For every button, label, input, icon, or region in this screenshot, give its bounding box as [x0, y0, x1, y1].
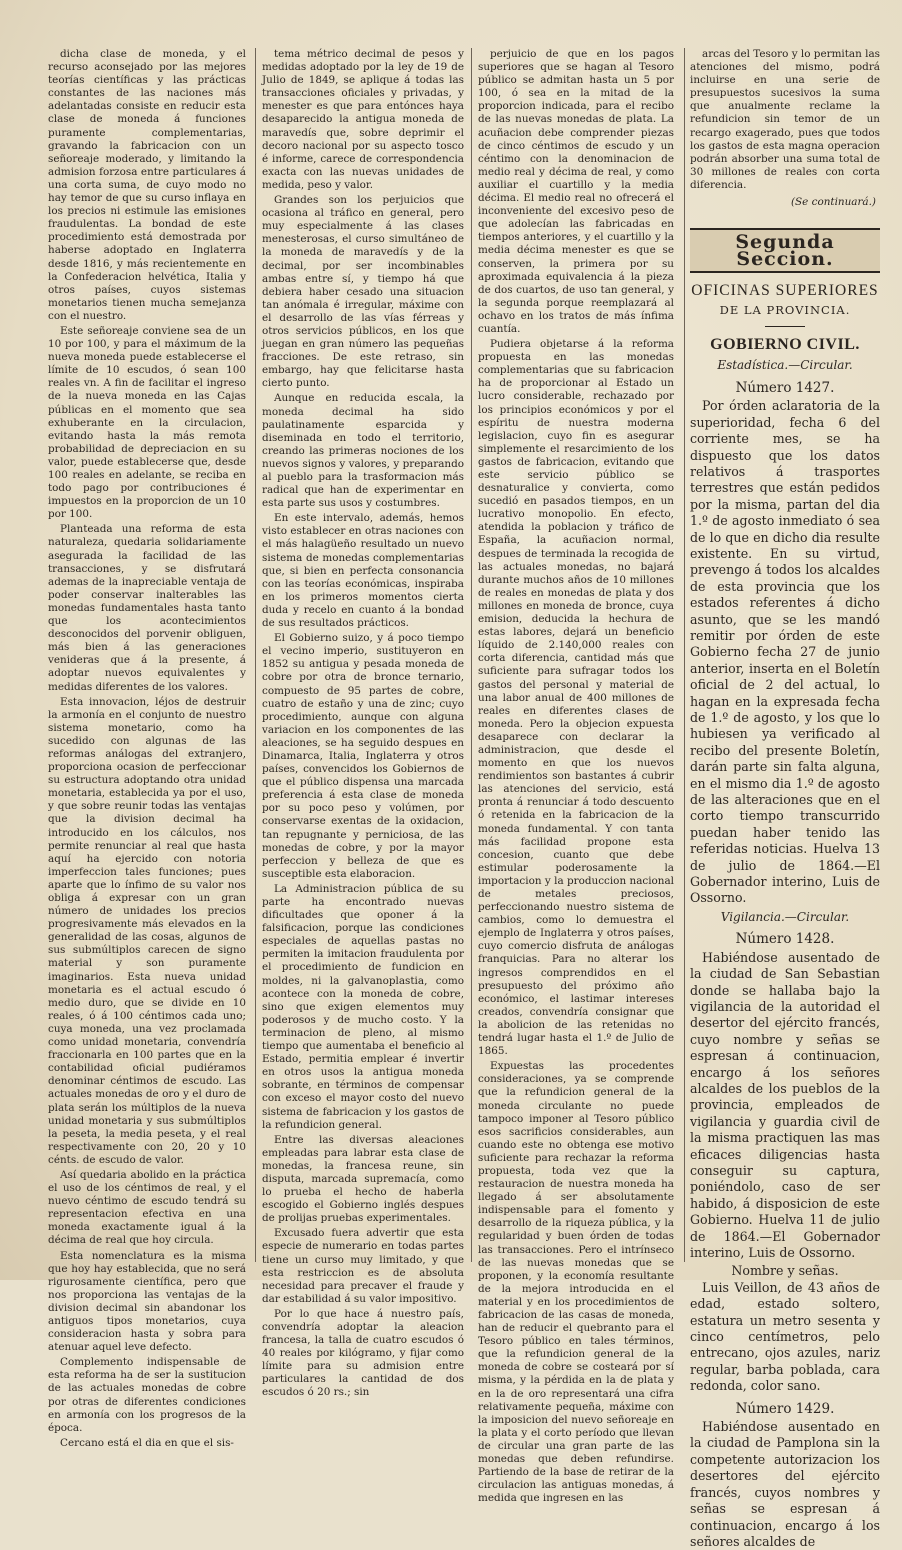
column-3: [478, 48, 674, 1505]
paragraph: arcas del Tesoro y lo permitan las atenciones del mismo, podrá incluirse en una serie de presupuestos sucesivos la suma que anualmente reclame la refundicion sin temor de un recargo exagerado, pues que todos los gastos de esta magna operacion podrán absorber una suma total de 30 millones de reales con corta diferencia.: [690, 48, 880, 191]
paragraph: Por lo que hace á nuestro país, convendría adoptar la aleacion francesa, la talla de cuatro escudos ó 40 reales por kilógramo, y fijar como límite para su admision entre particulares la cantidad de dos escudos ó 20 rs.; sin: [262, 1307, 464, 1399]
paragraph: Cercano está el dia en que el sis-: [60, 1436, 234, 1449]
column-4: [690, 48, 880, 1549]
notice-text: Por órden aclaratoria de la superioridad, fecha 6 del corriente mes, se ha dispuesto que los datos relativos á trasportes terrestres que están pedidos por la misma, partan del dia 1.º de agosto inmediato ó sea de lo que en dicho dia resulte existente. En su virtud, prevengo á todos los alcaldes de esta provincia que los estados referentes á dicho asunto, que se les mandó remitir por órden de este Gobierno fecha 27 de junio anterior, inserta en el Boletín oficial de 2 del actual, lo hagan en la expresada fecha de 1.º de agosto, y los que lo hubiesen ya verificado al recibo del presente Boletín, darán parte sin falta alguna, en el mismo dia 1.º de agosto de las alteraciones que en el corto tiempo transcurrido puedan haber tenido las referidas noticias. Huelva 13 de julio de 1864.—El Gobernador interino, Luis de Ossorno.: [690, 398, 880, 906]
paragraph: Expuestas las procedentes consideraciones, ya se comprende que la refundicion general de la moneda circulante no puede tampoco imponer al Tesoro público esos sacrificios considerables, aun cuando este no obtenga ese motivo suficiente para rechazar la reforma propuesta, toda vez que la restauracion de nuestra moneda ha llegado á ser absolutamente indispensable para el fomento y desarrollo de la riqueza pública, y la regularidad y buen órden de todas las transacciones. Pero el intrínseco de las nuevas monedas que se proponen, y la economía resultante de la mejora introducida en el material y en los procedimientos de fabricacion de las casas de moneda, han de reducir el quebranto para el Tesoro público en tales términos, que la refundicion general de la moneda de cobre se costeará por sí misma, y la pérdida en la de plata y en la de oro representará una cifra relativamente pequeña, máxime con la imposicion del nuevo señoreaje en la plata y el corto período que llevan de circular una gran parte de las monedas que deben refundirse. Partiendo de la base de retirar de la circulacion las antiguas monedas, á medida que ingresen en las: [478, 1060, 674, 1505]
paragraph: Esta nomenclatura es la misma que hoy hay establecida, que no será rigurosamente científica, pero que nos proporciona las ventajas de la division decimal sin abandonar los antiguos tipos monetarios, cuya consideracion hasta y sobra para atenuar aquel leve defecto.: [48, 1249, 246, 1354]
office-subheading: DE LA PROVINCIA.: [719, 302, 851, 317]
paragraph: Pudiera objetarse á la reforma propuesta en las monedas complementarias que su fabricacion ha de proporcionar al Estado un lucro considerable, rechazado por los principios económicos y por el espíritu de nuestra moderna legislacion, cuyo fin es asegurar simplemente el resarcimiento de los gastos de fabricacion, evitando que este servicio público se desnaturalice y convierta, como sucedió en pasados tiempos, en un lucrativo monopolio. En efecto, atendida la poblacion y tráfico de España, la acuñacion normal, despues de terminada la recogida de las actuales monedas, no bajará durante muchos años de 10 millones de reales en monedas de plata y dos millones en moneda de bronce, cuya emision, deducida la hechura de estas labores, dejará un beneficio líquido de 2.140,000 reales con corta diferencia, cantidad más que suficiente para sufragar todos los gastos del personal y material de una labor anual de 400 millones de reales en diferentes clases de moneda. Pero la objecion expuesta desaparece con declarar la administracion, que desde el momento en que los nuevos rendimientos son bastantes á cubrir las atenciones del servicio, está pronta á renunciar á todo descuento ó retenida en la fabricacion de la moneda fundamental. Y con tanta más facilidad propone esta concesion, cuanto que debe estimular poderosamente la importacion y la produccion nacional de metales preciosos, perfeccionando nuestro sistema de cambios, como lo demuestra el ejemplo de Inglaterra y otros países, cuyo comercio disfruta de análogas franquicias. Para no alterar los ingresos comprendidos en el presupuesto del próximo año económico, el lastimar intereses creados, convendría consignar que la abolicion de las retenidas no tendrá lugar hasta el 1.º de Julio de 1865.: [478, 338, 674, 1058]
paragraph: Grandes son los perjuicios que ocasiona al tráfico en general, pero muy especialmente á las clases menesterosas, el curso simultáneo de la moneda de maravedís y de la decimal, por ser incombinables ambas entre sí, y tiempo há que debiera haber cesado una situacion tan anómala é irregular, máxime con el desarrollo de las vías férreas y otros servicios públicos, en los que juegan en gran número las pequeñas fracciones. De este retraso, sin embargo, hay que felicitarse hasta cierto punto.: [262, 194, 464, 390]
paragraph: tema métrico decimal de pesos y medidas adoptado por la ley de 19 de Julio de 1849, se aplique á todas las transacciones oficiales y privadas, y menester es que para entónces haya desaparecido la antigua moneda de maravedís que, sobre deprimir el decoro nacional por su aspecto tosco é informe, carece de correspondencia exacta con las nuevas unidades de medida, peso y valor.: [262, 48, 464, 191]
section-banner: Segunda Seccion.: [690, 228, 880, 273]
government-heading: GOBIERNO CIVIL.: [710, 336, 860, 354]
column-2: [262, 48, 464, 1399]
subsection-title: Estadística.—Circular.: [717, 358, 853, 373]
notice-text: Luis Veillon, de 43 años de edad, estado soltero, estatura un metro sesenta y cinco centímetros, pelo entrecano, ojos azules, nariz regular, barba poblada, cara redonda, color sano.: [690, 1279, 880, 1394]
paragraph: Planteada una reforma de esta naturaleza, quedaria solidariamente asegurada la facilidad de las transacciones, y se disfrutará ademas de la inapreciable ventaja de poder conservar inalterables las monedas fundamentales hasta tanto que los acontecimientos desconocidos del porvenir obliguen, más bien á las generaciones venideras que á la presente, á adoptar nuevos equivalentes y medidas diferentes de los valores.: [48, 523, 246, 693]
paragraph: Este señoreaje conviene sea de un 10 por 100, y para el máximum de la nueva moneda puede establecerse el límite de 10 escudos, ó sean 100 reales vn. A fin de facilitar el ingreso de la nueva moneda en las Cajas públicas en el momento que sea exhuberante en la circulacion, evitando hasta la más remota probabilidad de depreciacion en su valor, puede establecerse que, desde 100 reales en adelante, se reciba en todo pago por contribuciones é impuestos en la proporcion de un 10 por 100.: [48, 324, 246, 521]
paragraph: dicha clase de moneda, y el recurso aconsejado por las mejores teorías científicas y las prácticas constantes de las naciones más adelantadas consiste en reducir esta clase de moneda á funciones puramente complementarias, gravando la fabricacion con un señoreaje moderado, y limitando la admision forzosa entre particulares á una corta suma, de cuyo modo no hay temor de que su curso inflaya en los precios ni estimule las emisiones fraudulentas. La bondad de este procedimiento está demostrada por haberse adoptado en Inglaterra desde 1816, y más recientemente en la Confederacion helvética, Italia y otros países, cuyos sistemas monetarios tienen mucha semejanza con el nuestro.: [48, 48, 246, 322]
paragraph: Aunque en reducida escala, la moneda decimal ha sido paulatinamente esparcida y diseminada en todo el territorio, creando las primeras nociones de los nuevos signos y valores, y preparando al pueblo para la trasformacion más radical que han de experimentar en esta parte sus usos y costumbres.: [262, 392, 464, 510]
office-heading: OFICINAS SUPERIORES: [691, 282, 879, 300]
paragraph: perjuicio de que en los pagos superiores que se hagan al Tesoro público se admitan hasta un 5 por 100, ó sea en la mitad de la proporcion indicada, para el recibo de las nuevas monedas de plata. La acuñacion debe comprender piezas de cinco céntimos de escudo y un céntimo con la denominacion de medio real y décima de real, y como auxiliar el cuartillo y la media décima. El medio real no ofrecerá el inconveniente del excesivo peso de que adolecían las fabricadas en tiempos anteriores, y el cuartillo y la media décima menester es que se conserven, la primera por su aproximada equivalencia á la pieza de dos cuartos, de uso tan general, y la segunda porque reemplazará al ochavo en los tratos de más ínfima cuantía.: [478, 48, 674, 335]
column-rule: [684, 48, 685, 1262]
column-rule: [471, 48, 472, 1262]
paragraph: El Gobierno suizo, y á poco tiempo el vecino imperio, sustituyeron en 1852 su antigua y pesada moneda de cobre por otra de bronce ternario, compuesto de 95 partes de cobre, cuatro de estaño y una de zinc; cuyo procedimiento, aunque con alguna variacion en los componentes de las aleaciones, se ha seguido despues en Dinamarca, Italia, Inglaterra y otros países, convencidos los Gobiernos de que el público dispensa una marcada preferencia á esta clase de moneda por su poco peso y volúmen, por conservarse exentas de la oxidacion, tan repugnante y perniciosa, de las monedas de cobre, y por la mayor perfeccion y belleza de que es susceptible esta elaboracion.: [262, 632, 464, 880]
paragraph: Entre las diversas aleaciones empleadas para labrar esta clase de monedas, la francesa reune, sin disputa, marcada supremacía, como lo prueba el hecho de haberla escogido el Gobierno inglés despues de prolijas pruebas experimentales.: [262, 1133, 464, 1225]
subsection-title: Vigilancia.—Circular.: [720, 909, 850, 924]
notice-text: Habiéndose ausentado en la ciudad de Pamplona sin la competente autorizacion los desertores del ejército francés, cuyos nombres y señas se espresan á continuacion, encargo á los señores alcaldes de: [690, 1419, 880, 1549]
continuation-note: (Se continuará.): [791, 196, 876, 209]
column-1: [48, 48, 246, 1449]
notice-number: Número 1429.: [735, 1400, 835, 1417]
paragraph: Complemento indispensable de esta reforma ha de ser la sustitucion de las actuales monedas de cobre por otras de diferentes condiciones en armonía con los progresos de la época.: [48, 1356, 246, 1434]
paragraph: Excusado fuera advertir que esta especie de numerario en todas partes tiene un curso muy limitado, y que esta restriccion es de absoluta necesidad para precaver el fraude y dar estabilidad á su valor impositivo.: [262, 1227, 464, 1305]
names-heading: Nombre y señas.: [731, 1263, 839, 1279]
notice-number: Número 1428.: [735, 931, 835, 948]
divider: [765, 326, 805, 327]
notice-text: Habiéndose ausentado de la ciudad de San Sebastian donde se hallaba bajo la vigilancia de la autoridad el desertor del ejército francés, cuyo nombre y señas se espresan á continuacion, encargo á los señores alcaldes de los pueblos de la provincia, empleados de vigilancia y guardia civil de la misma practiquen las mas eficaces diligencias hasta conseguir su captura, poniéndolo, caso de ser habido, á disposicion de este Gobierno. Huelva 11 de julio de 1864.—El Gobernador interino, Luis de Ossorno.: [690, 949, 880, 1260]
paragraph: En este intervalo, además, hemos visto establecer en otras naciones con el más halagüeño resultado un nuevo sistema de monedas complementarias que, si bien en perfecta consonancia con las teorías económicas, inspiraba en los primeros momentos cierta duda y recelo en cuanto á la bondad de sus resultados prácticos.: [262, 512, 464, 630]
paragraph: Esta innovacion, léjos de destruir la armonía en el conjunto de nuestro sistema monetario, como ha sucedido con algunas de las reformas análogas del extranjero, proporciona ocasion de perfeccionar su estructura adoptando otra unidad monetaria, establecida ya por el uso, y que sobre reunir todas las ventajas que la division decimal ha introducido en los cálculos, nos permite renunciar al real que hasta aquí ha ejercido con notoria imperfeccion tales funciones; pues aparte que lo ínfimo de su valor nos obliga á expresar con un gran número de unidades los precios progresivamente más elevados en la generalidad de las cosas, algunos de sus submúltiplos carecen de signo material y son puramente imaginarios. Esta nueva unidad monetaria es el actual escudo ó medio duro, que se divide en 10 reales, ó á 100 céntimos cada uno; cuya moneda, una vez proclamada como unidad monetaria, convendría fraccionarla en 100 partes que en la contabilidad oficial pudiéramos denominar céntimos de escudo. Las actuales monedas de oro y el duro de plata serán los múltiplos de la nueva unidad monetaria y sus submúltiplos la peseta, la media peseta, y el real respectivamente con 20, 20 y 10 cénts. de escudo de valor.: [48, 695, 246, 1166]
paragraph: La Administracion pública de su parte ha encontrado nuevas dificultades que oponer á la falsificacion, porque las condiciones especiales de aquellas pastas no permiten la imitacion fraudulenta por el procedimiento de fundicion en moldes, ni la galvanoplastia, como acontece con la moneda de cobre, sino que exigen elementos muy poderosos y de mucho costo. Y la terminacion de pleno, al mismo tiempo que aumentaba el beneficio al Estado, permitia emplear é invertir en otros usos la antigua moneda sobrante, en términos de compensar con exceso el mayor costo del nuevo sistema de fabricacion y los gastos de la refundicion general.: [262, 882, 464, 1131]
notice-number: Número 1427.: [735, 379, 835, 396]
paragraph: Así quedaria abolido en la práctica el uso de los céntimos de real, y el nuevo céntimo de escudo tendrá su representacion efectiva en una moneda exactamente igual á la décima de real que hoy circula.: [48, 1168, 246, 1247]
column-rule: [255, 48, 256, 1262]
